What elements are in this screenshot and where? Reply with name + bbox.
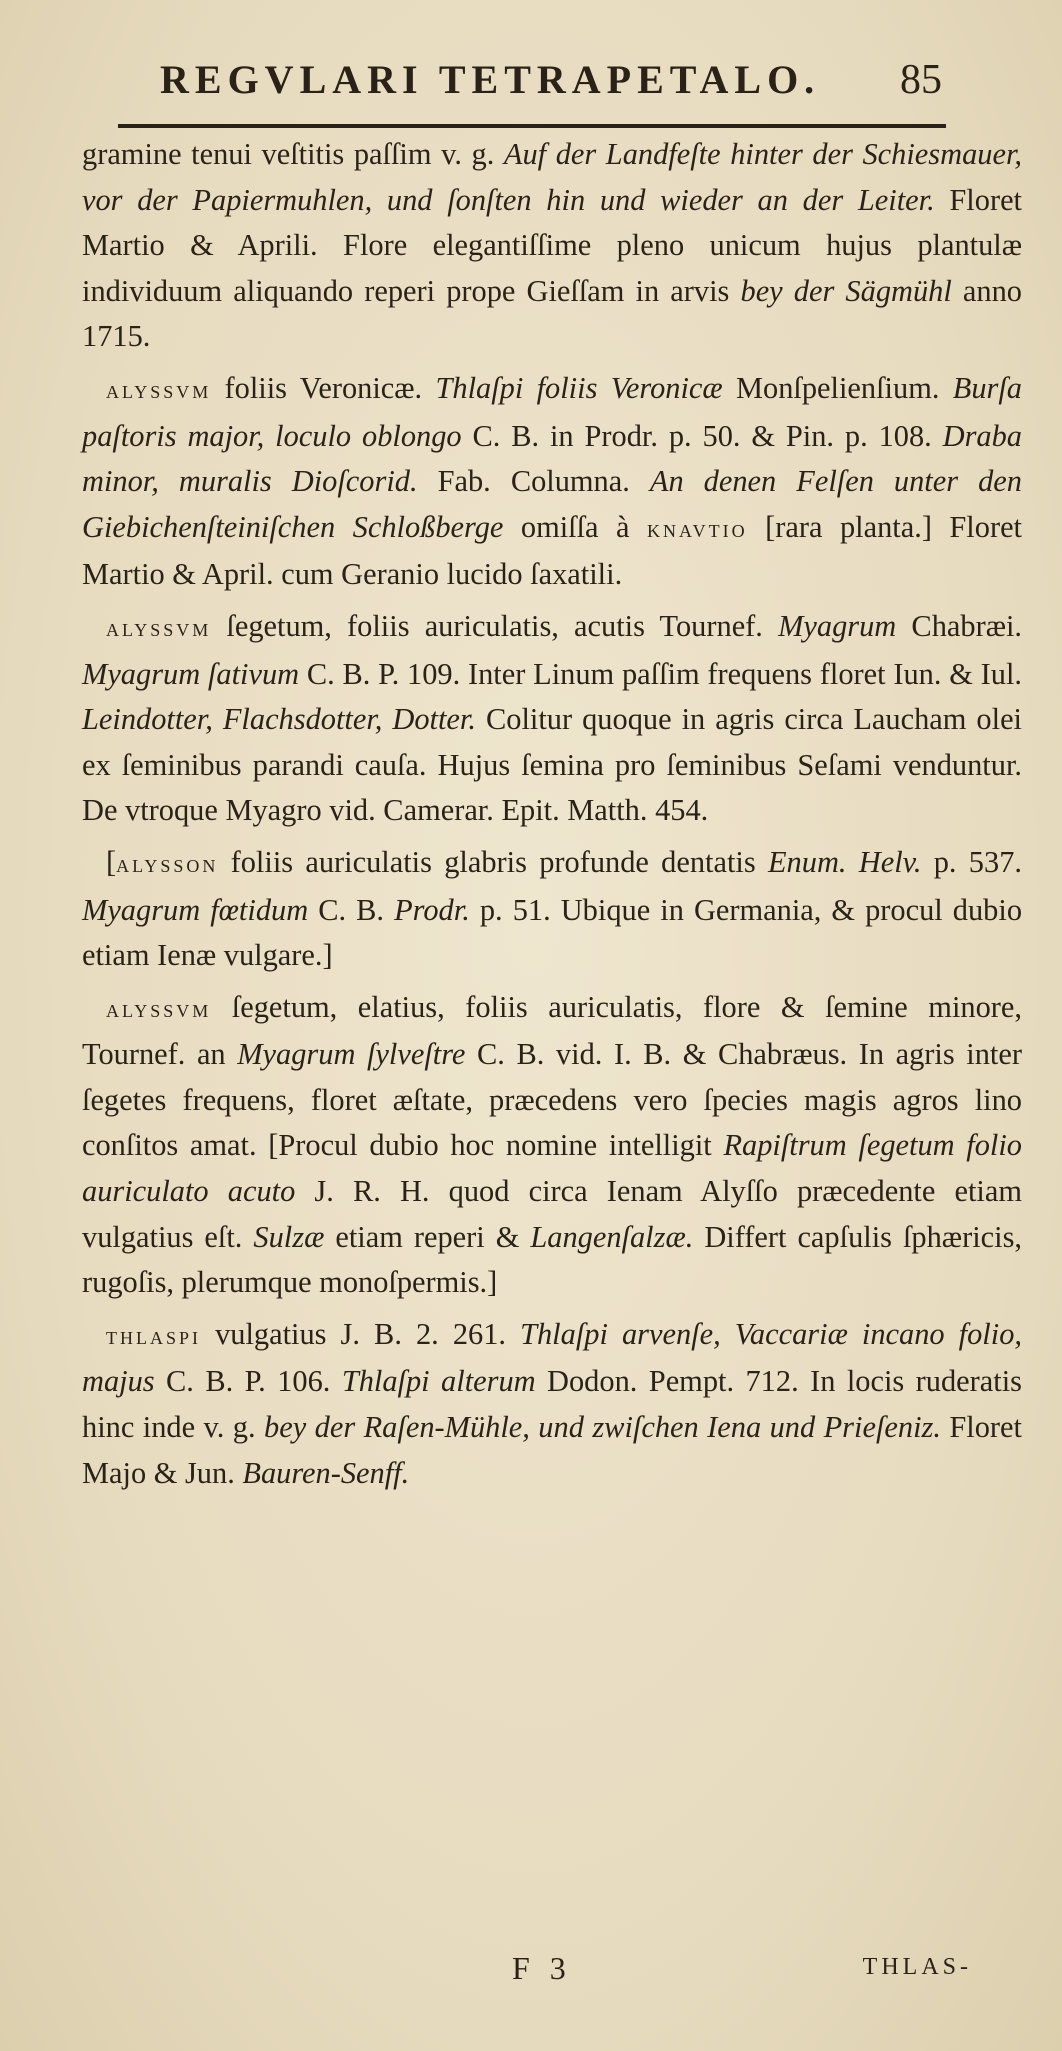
italic-run: An denen Felſen unter den Giebichenſteiniſchen Schloßberge bbox=[82, 464, 1022, 544]
italic-run: Leindotter, Flachsdotter, Dotter. bbox=[82, 702, 476, 737]
text-run: C. B. bbox=[308, 892, 395, 927]
text-run: foliis auriculatis glabris profunde dentatis bbox=[218, 844, 768, 879]
text-run: omiſſa à bbox=[503, 509, 647, 544]
text-run: C. B. in Prodr. p. 50. & Pin. p. 108. bbox=[461, 418, 943, 453]
text-run: Monſpelienſium. bbox=[722, 370, 953, 405]
text-run: p. 537. bbox=[921, 844, 1022, 879]
paragraph-alyssum-elatius bbox=[82, 985, 1022, 1306]
italic-run: Enum. Helv. bbox=[767, 844, 922, 879]
text-run: C. B. vid. I. B. & Chabræus. In agris inter ſegetes frequens, floret æſtate, præcedens vero ſpecies magis agros lino conſitos amat. [Procul dubio hoc nomine intelligit bbox=[82, 1037, 1022, 1163]
italic-run: Thlaſpi foliis Veronicæ bbox=[435, 370, 723, 405]
italic-run: Thlaſpi alterum bbox=[341, 1364, 536, 1399]
small-caps-run: alyssvm bbox=[106, 614, 212, 642]
italic-run: Prodr. bbox=[394, 892, 470, 927]
paragraph-1 bbox=[82, 132, 1022, 360]
italic-run: Bauren-Senff. bbox=[242, 1455, 410, 1490]
italic-run: Myagrum bbox=[778, 608, 897, 643]
italic-run: Langenſalzæ. bbox=[530, 1219, 694, 1254]
italic-run: Myagrum ſativum bbox=[82, 656, 300, 691]
italic-run: Myagrum ſylveſtre bbox=[237, 1037, 466, 1072]
page-header bbox=[150, 56, 942, 116]
catchword: THLAS- bbox=[862, 1954, 972, 1980]
text-run: Colitur quoque in agris circa Laucham olei ex ſeminibus parandi cauſa. Hujus ſemina pro ſeminibus Seſami venduntur. De vtroque Myagro vid. Camerar. Epit. Matth. 454. bbox=[82, 702, 1022, 828]
page-footer bbox=[82, 1950, 972, 2000]
italic-run: Auf der Landfeſte hinter der Schiesmauer, vor der Papiermuhlen, und ſonſten hin und wieder an der Leiter. bbox=[82, 137, 1023, 217]
signature-mark: F 3 bbox=[512, 1950, 572, 1986]
italic-run: bey der Raſen-Mühle, und zwiſchen Iena und Prieſeniz. bbox=[264, 1410, 941, 1445]
text-run: Chabræi. bbox=[896, 608, 1023, 643]
text-run: anno 1715. bbox=[82, 273, 1022, 354]
paragraph-alysson bbox=[82, 840, 1022, 979]
text-run: [rara planta.] Floret Martio & April. cum Geranio lucido ſaxatili. bbox=[82, 509, 1023, 592]
text-run: Fab. Columna. bbox=[417, 464, 650, 499]
text-run: Floret Majo & Jun. bbox=[82, 1410, 1022, 1490]
small-caps-run: alysson bbox=[116, 850, 219, 878]
small-caps-run: knavtio bbox=[647, 515, 748, 543]
text-run: etiam reperi & bbox=[324, 1219, 531, 1254]
text-run: Differt capſulis ſphæricis, rugoſis, plerumque monoſpermis.] bbox=[82, 1219, 1022, 1300]
body-text bbox=[82, 132, 1022, 1502]
running-head: REGVLARI TETRAPETALO. bbox=[160, 57, 821, 102]
small-caps-run: alyssvm bbox=[106, 995, 212, 1023]
text-run: vulgatius J. B. 2. 261. bbox=[201, 1316, 521, 1351]
header-rule bbox=[118, 124, 946, 128]
small-caps-run: alyssvm bbox=[106, 376, 212, 404]
text-run: ſegetum, foliis auriculatis, acutis Tournef. bbox=[211, 608, 779, 643]
text-run: Floret Martio & Aprili. Flore elegantiſſime pleno unicum hujus plantulæ individuum aliquando reperi prope Gieſſam in arvis bbox=[82, 182, 1023, 308]
text-run: foliis Veronicæ. bbox=[211, 370, 436, 405]
text-run: C. B. P. 106. bbox=[154, 1364, 342, 1399]
italic-run: Myagrum fœtidum bbox=[82, 892, 309, 927]
italic-run: Thlaſpi arvenſe, Vaccariæ incano folio, majus bbox=[82, 1316, 1022, 1399]
paragraph-thlaspi bbox=[82, 1312, 1022, 1496]
italic-run: Draba minor, muralis Dioſcorid. bbox=[82, 418, 1023, 499]
text-run: p. 51. Ubique in Germania, & procul dubio etiam Ienæ vulgare.] bbox=[82, 892, 1023, 973]
italic-run: bey der Sägmühl bbox=[740, 273, 952, 308]
italic-run: Sulzæ bbox=[253, 1219, 325, 1254]
text-run: ſegetum, elatius, foliis auriculatis, flore & ſemine minore, Tournef. an bbox=[82, 989, 1022, 1072]
paragraph-alyssum-segetum bbox=[82, 604, 1022, 834]
text-run: J. R. H. quod circa Ienam Alyſſo præcedente etiam vulgatius eſt. bbox=[82, 1174, 1022, 1254]
small-caps-run: thlaspi bbox=[106, 1322, 202, 1350]
text-run: gramine tenui veſtitis paſſim v. g. bbox=[82, 137, 504, 171]
text-run: C. B. P. 109. Inter Linum paſſim frequens floret Iun. & Iul. bbox=[299, 656, 1022, 691]
italic-run: Rapiſtrum ſegetum folio auriculato acuto bbox=[82, 1128, 1022, 1209]
paragraph-alyssum-veronicae bbox=[82, 366, 1022, 598]
text-run: [ bbox=[106, 844, 117, 879]
text-run: Dodon. Pempt. 712. In locis ruderatis hinc inde v. g. bbox=[82, 1364, 1022, 1445]
page-number: 85 bbox=[900, 57, 942, 103]
italic-run: Burſa paſtoris major, loculo oblongo bbox=[82, 370, 1022, 453]
